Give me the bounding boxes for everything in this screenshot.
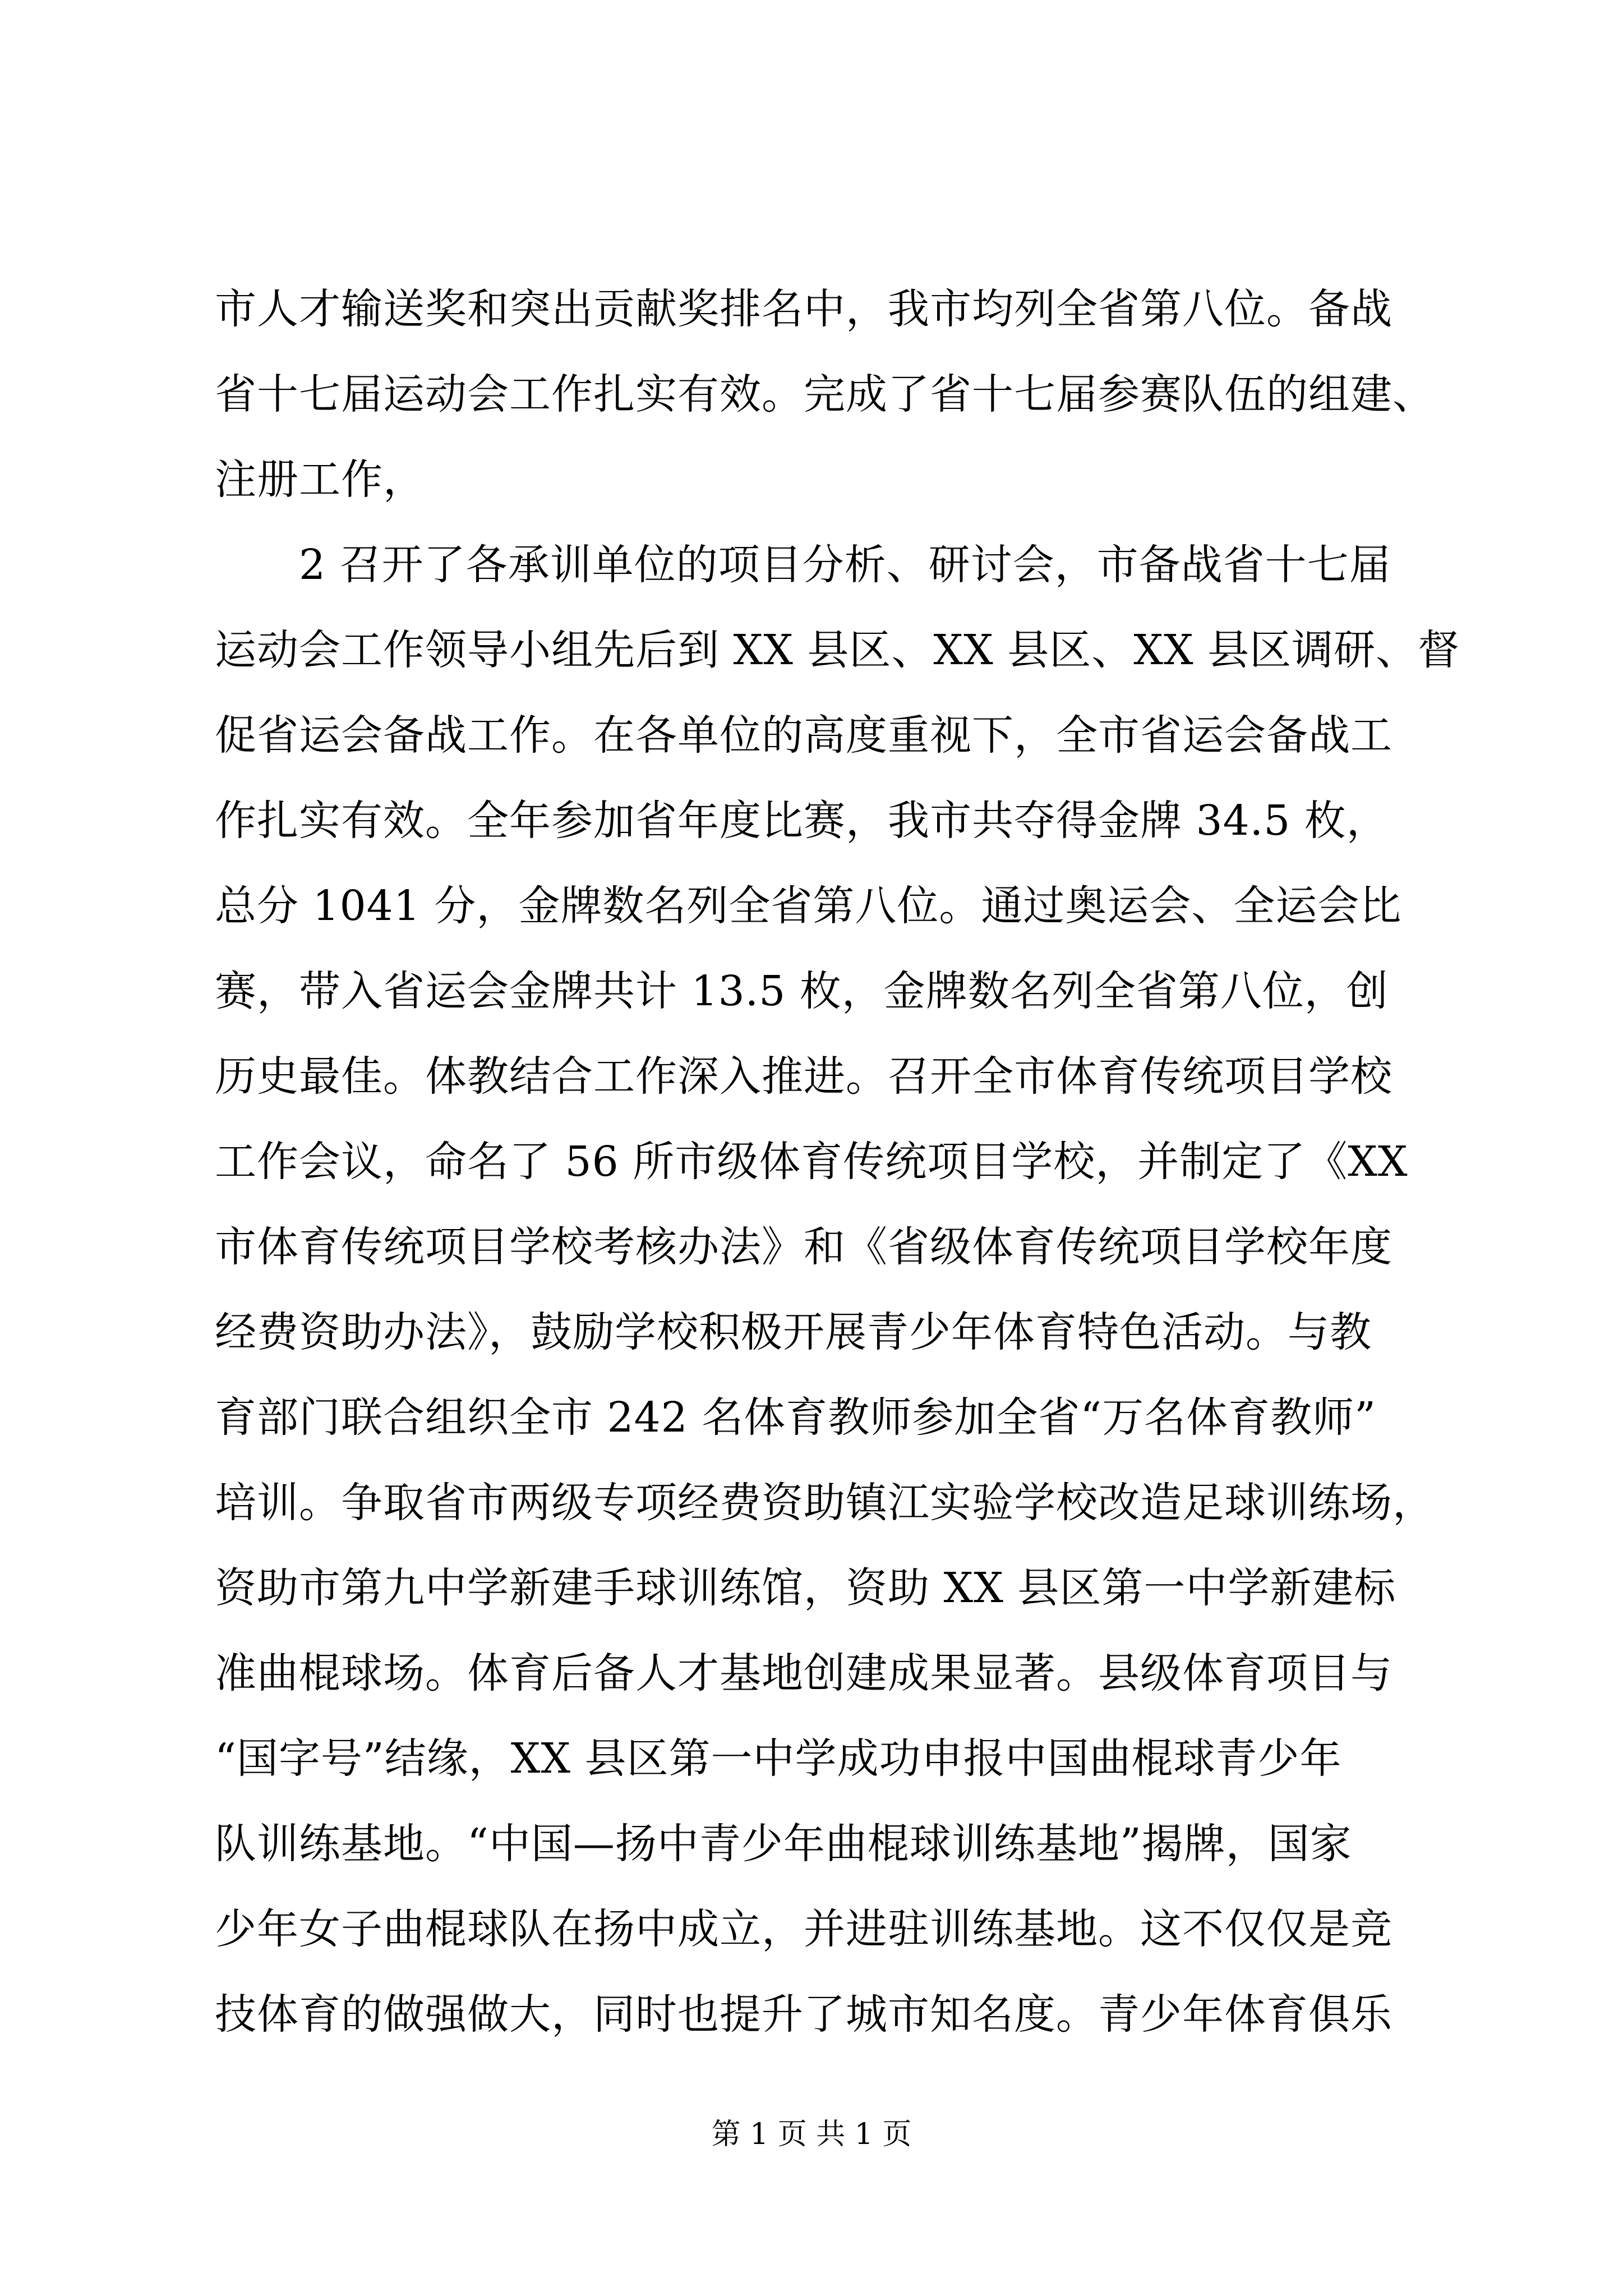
- text-line: 市人才输送奖和突出贡献奖排名中，我市均列全省第八位。备战: [215, 285, 1393, 333]
- text-line: 总分 1041 分，金牌数名列全省第八位。通过奥运会、全运会比: [215, 882, 1402, 930]
- text-line: 作扎实有效。全年参加省年度比赛，我市共夺得金牌 34.5 枚，: [215, 797, 1389, 845]
- text-line: 少年女子曲棍球队在扬中成立，并进驻训练基地。这不仅仅是竞: [215, 1905, 1393, 1953]
- text-line: 运动会工作领导小组先后到 XX 县区、XX 县区、XX 县区调研、督: [215, 626, 1460, 674]
- text-line: 注册工作，: [215, 455, 425, 504]
- text-line: 历史最佳。体教结合工作深入推进。召开全市体育传统项目学校: [215, 1052, 1393, 1101]
- text-line: 省十七届运动会工作扎实有效。完成了省十七届参赛队伍的组建、: [215, 370, 1435, 418]
- text-line: 技体育的做强做大，同时也提升了城市知名度。青少年体育俱乐: [215, 1990, 1393, 2039]
- text-line: “国字号”结缘，XX 县区第一中学成功申报中国曲棍球青少年: [215, 1734, 1342, 1783]
- page-footer: 第 1 页 共 1 页: [711, 2118, 912, 2151]
- text-line: 市体育传统项目学校考核办法》和《省级体育传统项目学校年度: [215, 1223, 1393, 1271]
- text-line: 培训。争取省市两级专项经费资助镇江实验学校改造足球训练场，: [215, 1479, 1435, 1527]
- text-line: 赛，带入省运会金牌共计 13.5 枚，金牌数名列全省第八位，创: [215, 967, 1389, 1015]
- text-line: 工作会议，命名了 56 所市级体育传统项目学校，并制定了《XX: [215, 1138, 1408, 1186]
- text-line: 资助市第九中学新建手球训练馆，资助 XX 县区第一中学新建标: [215, 1564, 1396, 1612]
- text-line: 促省运会备战工作。在各单位的高度重视下，全市省运会备战工: [215, 711, 1393, 760]
- document-body: [215, 266, 1499, 2057]
- text-line: 育部门联合组织全市 242 名体育教师参加全省“万名体育教师”: [215, 1393, 1376, 1442]
- text-line: 经费资助办法》，鼓励学校积极开展青少年体育特色活动。与教: [215, 1308, 1372, 1356]
- text-line: 队训练基地。“中国—扬中青少年曲棍球训练基地”揭牌，国家: [215, 1820, 1352, 1868]
- text-line: 2 召开了各承训单位的项目分析、研讨会，市备战省十七届: [215, 541, 1391, 589]
- text-line: 准曲棍球场。体育后备人才基地创建成果显著。县级体育项目与: [215, 1649, 1393, 1697]
